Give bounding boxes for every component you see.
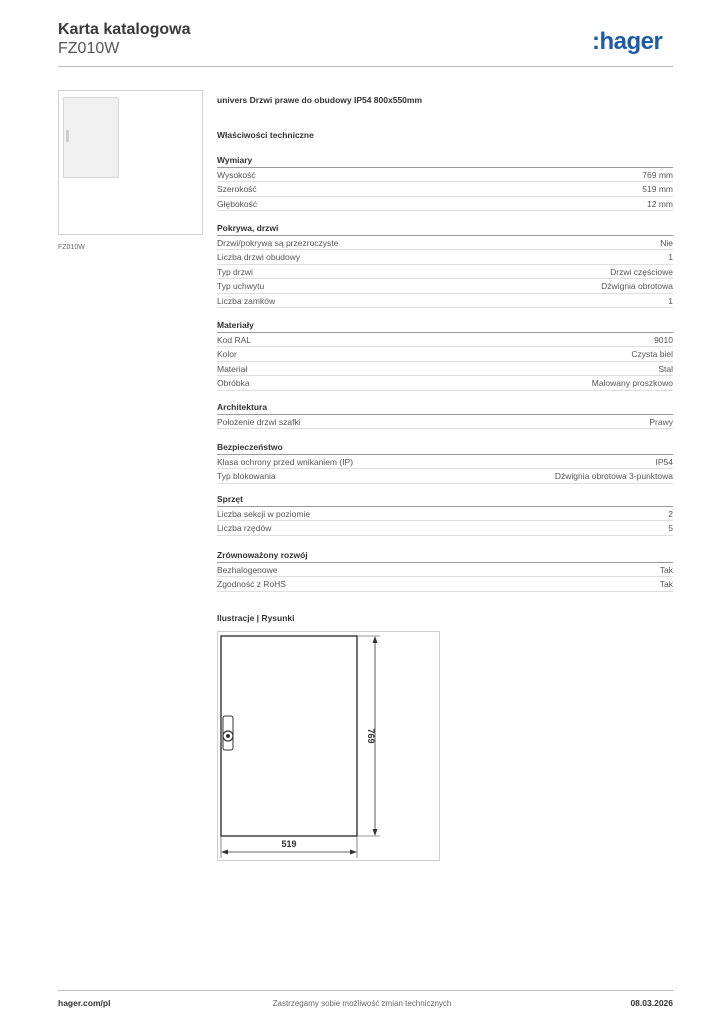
spec-key: Kod RAL (217, 335, 252, 345)
product-title: univers Drzwi prawe do obudowy IP54 800x550mm (217, 95, 423, 105)
spec-row (217, 182, 673, 196)
spec-key: Drzwi/pokrywa są przezroczyste (217, 238, 339, 248)
spec-key: Typ drzwi (217, 266, 253, 277)
spec-value: Prawy (649, 417, 673, 427)
spec-value: Tak (659, 565, 673, 575)
spec-value: Czysta biel (631, 349, 673, 360)
spec-value: 2 (668, 509, 673, 519)
spec-row (217, 279, 673, 293)
spec-row (217, 577, 673, 591)
group-title: Materiały (217, 318, 673, 333)
spec-row (217, 236, 673, 250)
hager-logo (592, 28, 674, 58)
spec-value: 519 mm (642, 184, 673, 195)
spec-key: Bezhalogenowe (217, 565, 278, 575)
spec-key: Materiał (217, 363, 248, 374)
spec-row (217, 521, 673, 535)
handle-lock-core (226, 734, 230, 738)
spec-key: Wysokość (217, 170, 256, 180)
spec-row (217, 376, 673, 390)
group-zrownowazony-rozwoj (217, 548, 673, 592)
spec-row (217, 455, 673, 469)
width-label: 519 (281, 839, 297, 849)
handle-icon (66, 130, 69, 142)
spec-key: Typ blokowania (217, 471, 276, 482)
spec-row (217, 347, 673, 361)
spec-row (217, 250, 673, 264)
spec-value: 5 (668, 523, 673, 534)
header-subtitle: FZ010W (58, 40, 120, 57)
header-divider (58, 66, 673, 67)
height-label: 769 (366, 728, 376, 744)
section-heading: Właściwości techniczne (217, 130, 314, 140)
group-architektura (217, 400, 673, 429)
spec-row (217, 415, 673, 429)
spec-value: IP54 (655, 457, 673, 467)
footer-divider (58, 990, 673, 991)
height-arrow-top (373, 636, 378, 643)
group-title: Bezpieczeństwo (217, 440, 673, 455)
footer-notice: Zastrzegamy sobie możliwość zmian technicznych (272, 999, 452, 1008)
spec-key: Liczba zamków (217, 295, 276, 306)
group-bezpieczenstwo (217, 440, 673, 484)
spec-value: 1 (668, 295, 673, 306)
spec-value: 1 (668, 252, 673, 263)
spec-row (217, 333, 673, 347)
width-arrow-right (350, 850, 357, 855)
spec-row (217, 265, 673, 279)
spec-key: Położenie drzwi szafki (217, 417, 301, 427)
spec-row (217, 294, 673, 308)
spec-key: Szerokość (217, 184, 257, 195)
group-wymiary (217, 153, 673, 211)
spec-key: Liczba drzwi obudowy (217, 252, 301, 263)
door-thumbnail-image (63, 97, 119, 178)
technical-drawing (217, 631, 440, 861)
spec-row (217, 168, 673, 182)
footer-date: 08.03.2026 (630, 998, 673, 1008)
group-title: Architektura (217, 400, 673, 415)
width-arrow-left (221, 850, 228, 855)
group-title: Zrównoważony rozwój (217, 548, 673, 563)
spec-key: Kolor (217, 349, 237, 360)
spec-value: 12 mm (647, 198, 673, 209)
spec-value: Drzwi częściowe (610, 266, 673, 277)
product-thumbnail (58, 90, 203, 235)
spec-value: Malowany proszkowo (591, 378, 673, 389)
group-title: Sprzęt (217, 492, 673, 507)
spec-key: Obróbka (217, 378, 250, 389)
spec-value: Nie (660, 238, 673, 248)
spec-value: 9010 (654, 335, 673, 345)
spec-row (217, 197, 673, 211)
door-outline (221, 636, 357, 836)
logo-text: :hager (592, 28, 663, 55)
spec-value: Dźwignia obrotowa 3-punktowa (554, 471, 673, 482)
spec-value: Dźwignia obrotowa (601, 281, 673, 292)
group-pokrywa-drzwi (217, 221, 673, 308)
spec-value: Stal (658, 363, 673, 374)
group-title: Wymiary (217, 153, 673, 168)
group-title: Pokrywa, drzwi (217, 221, 673, 236)
thumbnail-caption: FZ010W (58, 244, 85, 251)
spec-row (217, 563, 673, 577)
illustrations-title: Ilustracje | Rysunki (217, 613, 295, 623)
group-materialy (217, 318, 673, 391)
spec-value: 769 mm (642, 170, 673, 180)
spec-key: Klasa ochrony przed wnikaniem (IP) (217, 457, 354, 467)
spec-value: Tak (659, 579, 673, 590)
spec-key: Liczba sekcji w poziomie (217, 509, 311, 519)
spec-key: Zgodność z RoHS (217, 579, 286, 590)
height-arrow-bottom (373, 829, 378, 836)
spec-key: Liczba rzędów (217, 523, 272, 534)
spec-key: Typ uchwytu (217, 281, 265, 292)
spec-row (217, 507, 673, 521)
spec-key: Głębokość (217, 198, 258, 209)
group-sprzet (217, 492, 673, 536)
header-title: Karta katalogowa (58, 21, 191, 38)
footer-website-link[interactable]: hager.com/pl (58, 998, 111, 1008)
spec-row (217, 469, 673, 483)
spec-row (217, 362, 673, 376)
